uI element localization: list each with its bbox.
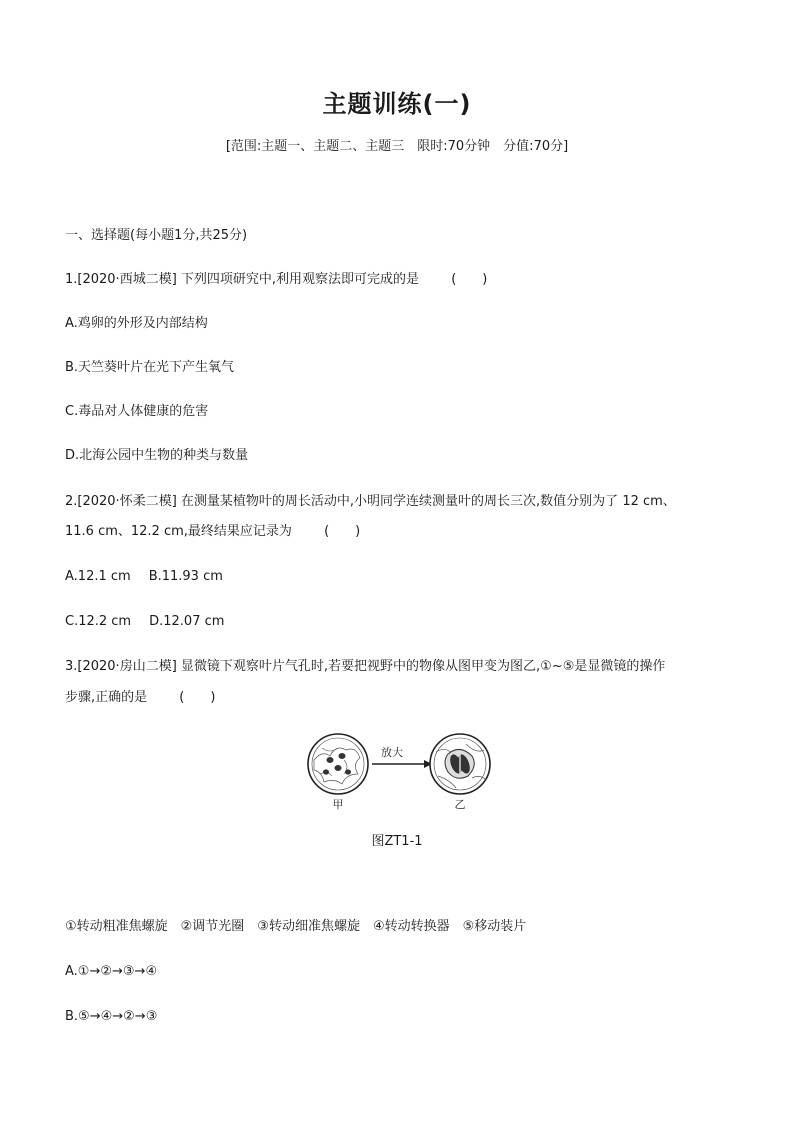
question-source: [2020·西城二模] <box>77 272 177 287</box>
page-title: 主题训练(一) <box>322 90 472 118</box>
question-3-cont <box>65 688 215 708</box>
option-b: B.天竺葵叶片在光下产生氧气 <box>65 360 235 375</box>
arrow-label: 放大 <box>381 746 403 759</box>
option-c: C.毒品对人体健康的危害 <box>65 404 209 419</box>
microscope-figure <box>300 730 500 812</box>
section-heading: 一、选择题(每小题1分,共25分) <box>65 228 248 243</box>
answer-blank: ( ) <box>451 272 488 287</box>
options-row-cd <box>65 612 224 632</box>
answer-blank: ( ) <box>179 690 216 705</box>
question-number: 1. <box>65 272 78 287</box>
figure-label-jia: 甲 <box>332 798 344 811</box>
answer-blank: ( ) <box>324 524 361 539</box>
question-3 <box>65 657 665 677</box>
question-number: 2. <box>65 494 78 509</box>
question-stem: 11.6 cm、12.2 cm,最终结果应记录为 <box>65 524 292 539</box>
option-d: D.12.07 cm <box>149 614 225 629</box>
question-2-cont <box>65 522 360 542</box>
field-of-view-jia <box>308 734 368 794</box>
option-a: A.鸡卵的外形及内部结构 <box>65 316 208 331</box>
question-stem: 在测量某植物叶的周长活动中,小明同学连续测量叶的周长三次,数值分别为了 12 cm、 <box>180 494 676 509</box>
operation-steps: ①转动粗准焦螺旋 ②调节光圈 ③转动细准焦螺旋 ④转动转换器 ⑤移动装片 <box>65 919 527 934</box>
option-b: B.11.93 cm <box>148 569 223 584</box>
question-number: 3. <box>65 659 78 674</box>
field-of-view-yi <box>430 734 490 794</box>
options-row-ab <box>65 567 223 587</box>
question-2 <box>65 492 676 512</box>
question-source: [2020·房山二模] <box>77 659 177 674</box>
option-a: A.12.1 cm <box>65 569 131 584</box>
figure-label-yi: 乙 <box>454 798 466 811</box>
option-d: D.北海公园中生物的种类与数量 <box>65 448 249 463</box>
page-subtitle: [范围:主题一、主题二、主题三 限时:70分钟 分值:70分] <box>225 139 569 154</box>
figure-caption: 图ZT1-1 <box>371 834 423 849</box>
option-c: C.12.2 cm <box>65 614 132 629</box>
question-stem: 显微镜下观察叶片气孔时,若要把视野中的物像从图甲变为图乙,①~⑤是显微镜的操作 <box>180 659 666 674</box>
question-1 <box>65 270 487 290</box>
question-source: [2020·怀柔二模] <box>77 494 177 509</box>
question-stem: 步骤,正确的是 <box>65 690 148 705</box>
option-b: B.⑤→④→②→③ <box>65 1009 158 1024</box>
question-stem: 下列四项研究中,利用观察法即可完成的是 <box>180 272 420 287</box>
option-a: A.①→②→③→④ <box>65 964 158 979</box>
